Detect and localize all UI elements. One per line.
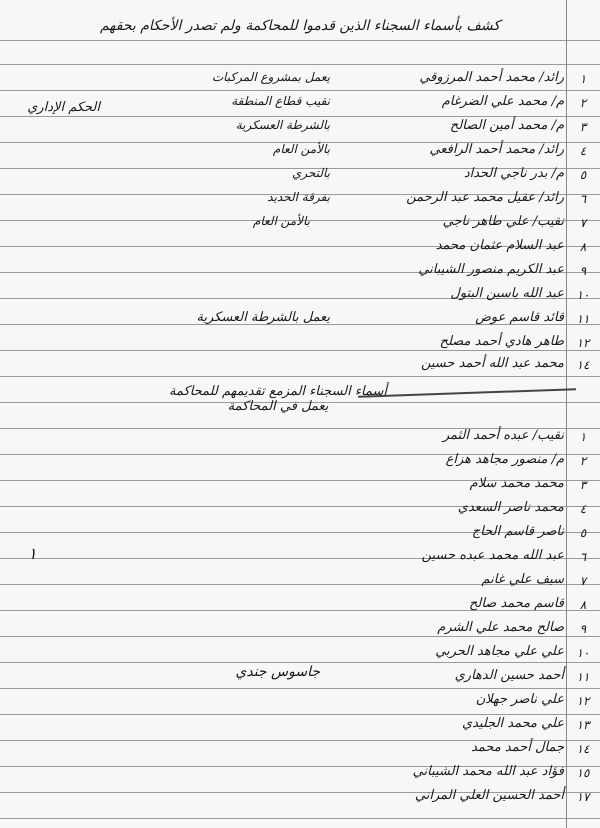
row-number: ١٢	[576, 336, 590, 350]
row-number: ٦	[579, 192, 587, 206]
annotation: يعمل بالشرطة العسكرية	[196, 310, 330, 325]
row-number: ٩	[579, 264, 587, 278]
row-number: ١٣	[576, 718, 590, 732]
row-number: ٣	[579, 120, 587, 134]
row-number: ١٠	[576, 646, 590, 660]
list-item: طاهر هادي أحمد مصلح	[439, 334, 564, 349]
list-item: رائد/ محمد أحمد الرافعي	[429, 142, 564, 157]
row-number: ١٥	[576, 766, 590, 780]
row-number: ١٠	[576, 288, 590, 302]
list-item: محمد عبد الله أحمد حسين	[420, 356, 564, 371]
list-item: علي ناصر جهلان	[475, 692, 564, 707]
row-number: ٢	[579, 454, 587, 468]
row-number: ٤	[579, 144, 587, 158]
row-number: ٤	[579, 502, 587, 516]
page-title: كشف بأسماء السجناء الذين قدموا للمحاكمة ولم تصدر الأحكام بحقهم	[99, 18, 501, 34]
row-number: ٨	[579, 598, 587, 612]
list-item: عبد السلام عثمان محمد	[435, 238, 564, 253]
list-item: علي علي مجاهد الحربي	[435, 644, 564, 659]
list-item: فؤاد عبد الله محمد الشيباني	[412, 764, 564, 779]
list-item: أحمد حسين الدهاري	[454, 668, 564, 683]
list-item: م/ محمد أمين الصالح	[449, 118, 564, 133]
list-item: محمد ناصر السعدي	[457, 500, 564, 515]
row-number: ٧	[579, 574, 587, 588]
margin-line	[566, 0, 567, 828]
section2-heading	[158, 384, 398, 414]
annotation: بالأمن العام	[272, 142, 330, 156]
row-number: ٨	[579, 240, 587, 254]
row-number: ٧	[579, 216, 587, 230]
row-number: ١١	[576, 312, 590, 326]
row-number: ١٢	[576, 694, 590, 708]
list-item: قاسم محمد صالح	[468, 596, 564, 611]
row-number: ١	[579, 72, 587, 86]
row-number: ١١	[576, 670, 590, 684]
row-number: ١٧	[576, 790, 590, 804]
section2-title: أسماء السجناء المزمع تقديمهم للمحاكمة	[169, 384, 387, 399]
list-item: أحمد الحسين العلي المراني	[414, 788, 564, 803]
margin-mark: ١	[28, 544, 37, 563]
annotation: جاسوس جندي	[235, 664, 320, 680]
annotation-margin: الحكم الإداري	[27, 100, 100, 115]
list-item: م/ محمد علي الضرغام	[441, 94, 564, 109]
row-number: ٥	[579, 168, 587, 182]
section2-subtitle: يعمل في المحاكمة	[227, 399, 329, 414]
list-item: نقيب/ عبده أحمد الثمر	[442, 428, 564, 443]
annotation: بفرقة الحديد	[267, 190, 330, 204]
row-number: ١٤	[576, 742, 590, 756]
list-item: م/ بدر ناجي الحداد	[463, 166, 564, 181]
list-item: سيف علي غانم	[481, 572, 564, 587]
list-item: نقيب/ علي طاهر ناجي	[442, 214, 564, 229]
row-number: ١٤	[576, 358, 590, 372]
list-item: عبد الله ياسين البتول	[450, 286, 564, 301]
annotation: بالأمن العام	[252, 214, 310, 228]
row-number: ٣	[579, 478, 587, 492]
list-item: علي محمد الجليدي	[461, 716, 564, 731]
list-item: م/ منصور مجاهد هزاع	[445, 452, 564, 467]
list-item: عبد الكريم منصور الشيباني	[418, 262, 564, 277]
row-number: ٥	[579, 526, 587, 540]
annotation: نقيب قطاع المنطقة	[231, 94, 330, 108]
list-item: رائد/ محمد أحمد المرزوقي	[419, 70, 564, 85]
list-item: ناصر قاسم الحاج	[471, 524, 564, 539]
annotation: بالشرطة العسكرية	[235, 118, 330, 132]
row-number: ٩	[579, 622, 587, 636]
list-item: جمال أحمد محمد	[471, 740, 564, 755]
list-item: رائد/ عقيل محمد عبد الرحمن	[406, 190, 564, 205]
row-number: ٢	[579, 96, 587, 110]
row-number: ٦	[579, 550, 587, 564]
list-item: قائد قاسم عوض	[475, 310, 564, 325]
annotation: يعمل بمشروع المركبات	[211, 70, 330, 84]
list-item: صالح محمد علي الشرم	[437, 620, 564, 635]
list-item: محمد محمد سلام	[469, 476, 564, 491]
list-item: عبد الله محمد عبده حسين	[421, 548, 564, 563]
annotation: بالتحري	[291, 166, 330, 180]
row-number: ١	[579, 430, 587, 444]
